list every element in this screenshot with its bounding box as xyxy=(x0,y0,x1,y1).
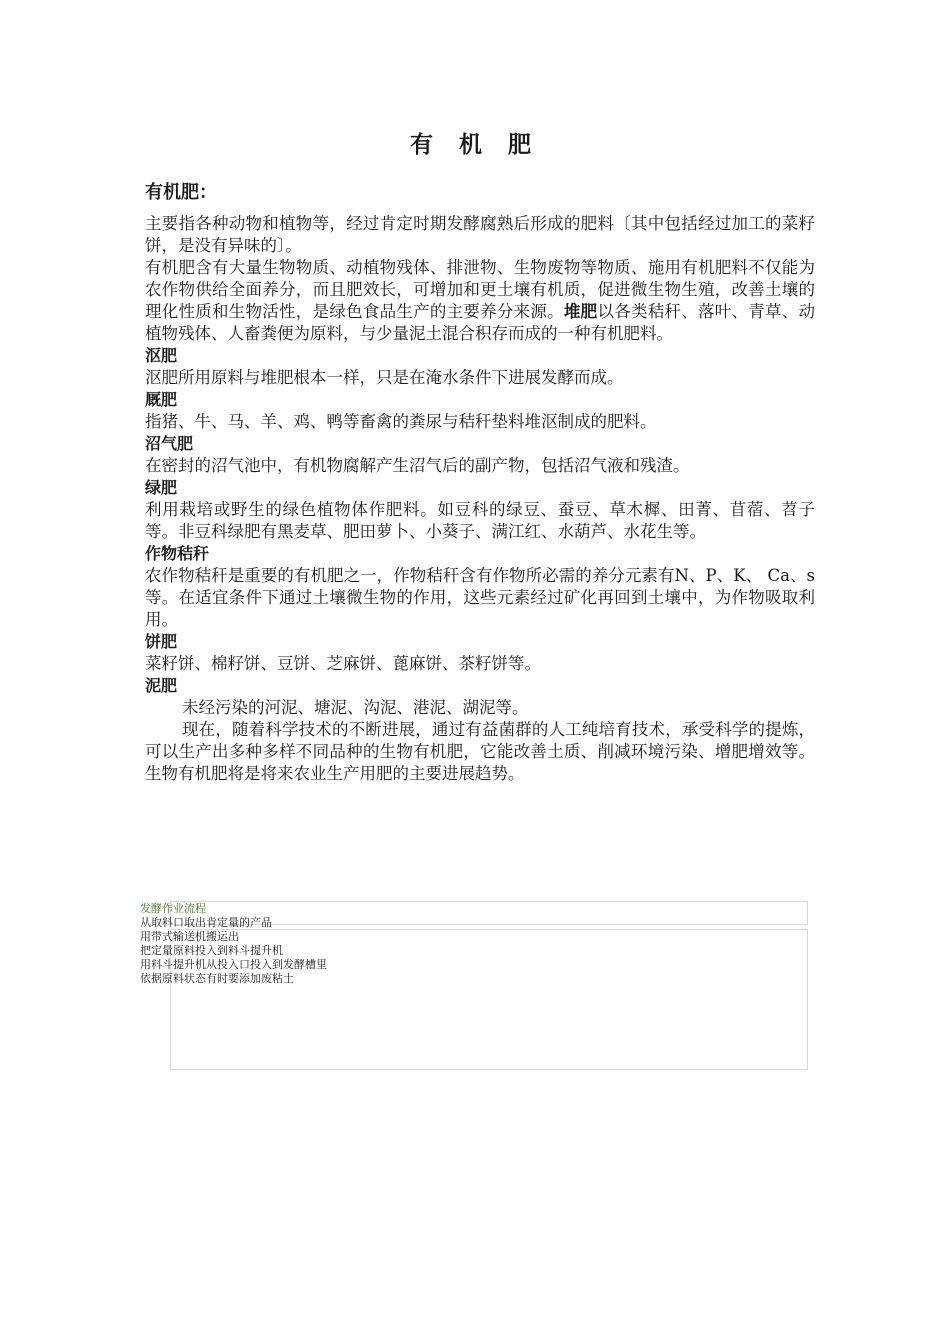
intro-heading: 有机肥： xyxy=(145,182,217,203)
section-heading-zhaoqi: 沼气肥 xyxy=(145,434,194,453)
section-heading-jiegan: 作物秸秆 xyxy=(145,544,210,563)
document-body xyxy=(145,213,815,785)
closing-paragraph: 现在，随着科学技术的不断进展，通过有益菌群的人工纯培育技术，承受科学的提炼，可以生产出多种多样不同品种的生物有机肥，它能改善土质、削减环境污染、增肥增效等。生物有机肥将是将来农业生产用肥的主要进展趋势。 xyxy=(145,720,815,783)
compost-inline-heading: 堆肥 xyxy=(563,302,598,321)
flow-step: 从取料口取出肯定量的产品 xyxy=(140,917,272,929)
section-text-lv: 利用栽培或野生的绿色植物体作肥料。如豆科的绿豆、蚕豆、草木樨、田菁、苜蓿、苕子等。非豆科绿肥有黑麦草、肥田萝卜、小葵子、满江红、水葫芦、水花生等。 xyxy=(145,500,815,541)
intro-paragraph-2-text: 有机肥含有大量生物物质、动植物残体、排泄物、生物废物等物质、施用有机肥料不仅能为农作物供给全面养分，而且肥效长，可增加和更土壤有机质，促进微生物生殖，改善土壤的理化性质和生物活性，是绿色食品生产的主要养分来源。 xyxy=(145,258,815,321)
section-heading-bing: 饼肥 xyxy=(145,632,178,651)
section-text-jiegan: 农作物秸秆是重要的有机肥之一，作物秸秆含有作物所必需的养分元素有N、P、K、 Ca、s 等。在适宜条件下通过土壤微生物的作用，这些元素经过矿化再回到土壤中，为作物吸取利用。 xyxy=(145,566,815,629)
section-text-ni: 未经污染的河泥、塘泥、沟泥、港泥、湖泥等。 xyxy=(182,698,529,717)
intro-paragraph-1: 主要指各种动物和植物等，经过肯定时期发酵腐熟后形成的肥料〔其中包括经过加工的菜籽饼，是没有异味的〕。 xyxy=(145,214,815,255)
compost-description: 以各类秸秆、落叶、青草、动植物残体、人畜粪便为原料，与少量泥土混合积存而成的一种有机肥料。 xyxy=(145,302,816,343)
section-text-bing: 菜籽饼、棉籽饼、豆饼、芝麻饼、蓖麻饼、茶籽饼等。 xyxy=(145,654,541,673)
section-text-jiu: 指猪、牛、马、羊、鸡、鸭等畜禽的粪尿与秸秆垫料堆沤制成的肥料。 xyxy=(145,412,657,431)
section-heading-jiu: 厩肥 xyxy=(145,390,178,409)
section-heading-ou: 沤肥 xyxy=(145,346,178,365)
flow-step: 把定量原料投入到料斗提升机 xyxy=(140,945,283,957)
intro-paragraph-2 xyxy=(145,257,815,345)
fermentation-flow xyxy=(140,902,810,986)
flow-step: 用带式输送机搬运出 xyxy=(140,931,239,943)
section-heading-lv: 绿肥 xyxy=(145,478,178,497)
flow-step: 用料斗提升机从投入口投入到发酵槽里 xyxy=(140,959,327,971)
section-heading-ni: 泥肥 xyxy=(145,676,178,695)
section-text-zhaoqi: 在密封的沼气池中，有机物腐解产生沼气后的副产物，包括沼气液和残渣。 xyxy=(145,456,690,475)
flow-title: 发酵作业流程 xyxy=(140,903,206,915)
flow-step: 依据原料状态有时要添加废粘土 xyxy=(140,973,294,985)
section-text-ou: 沤肥所用原料与堆肥根本一样，只是在淹水条件下进展发酵而成。 xyxy=(145,368,624,387)
page-title: 有 机 肥 xyxy=(409,132,540,158)
